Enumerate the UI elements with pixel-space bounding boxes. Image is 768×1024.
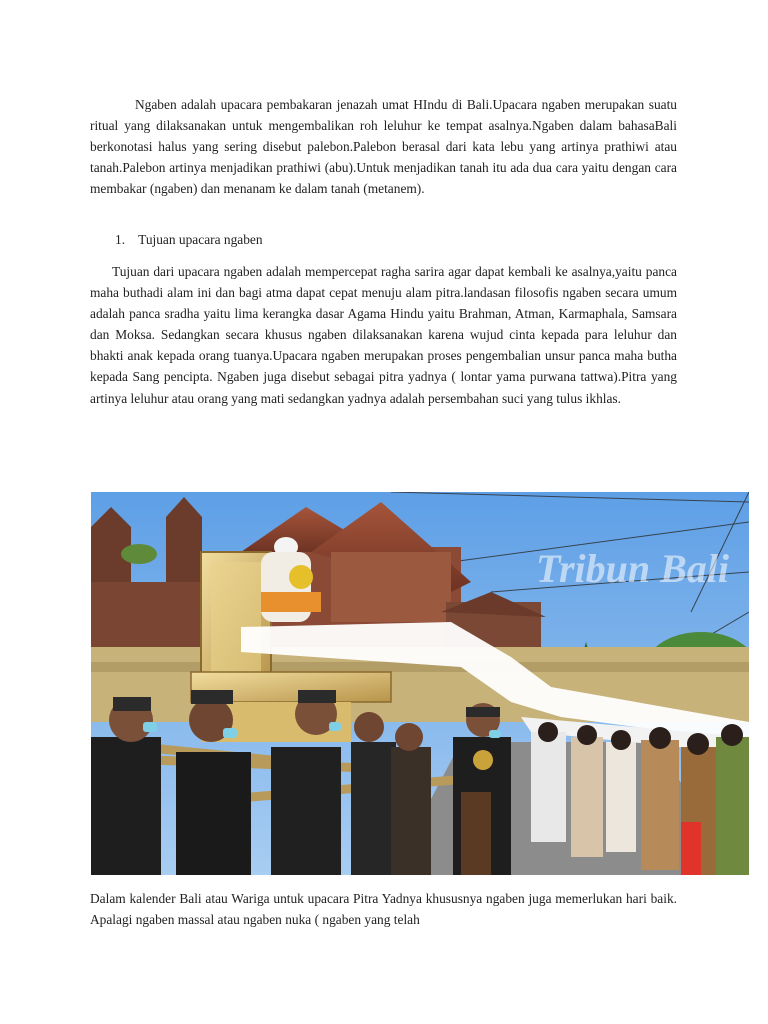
section-heading: [115, 229, 263, 250]
photo-watermark: Tribun Bali: [536, 546, 730, 591]
ngaben-ceremony-photo: [91, 492, 749, 875]
heading-text: Tujuan upacara ngaben: [138, 232, 263, 247]
paragraph-intro: Ngaben adalah upacara pembakaran jenazah umat HIndu di Bali.Upacara ngaben merupakan suatu ritual yang dilaksanakan untuk mengembalikan roh leluhur ke tempat asalnya.Ngaben dalam bahasaBali berkonotasi halus yang sering disebut palebon.Palebon berasal dari kata lebu yang artinya prathiwi atau tanah.Palebon artinya menjadikan prathiwi (abu).Untuk menjadikan tanah itu ada dua cara yaitu dengan cara membakar (ngaben) dan menanam ke dalam tanah (metanem).: [90, 97, 677, 197]
heading-number: 1.: [115, 232, 126, 247]
paragraph-purpose: Tujuan dari upacara ngaben adalah mempercepat ragha sarira agar dapat kembali ke asalnya,yaitu panca maha buthadi alam ini dan bagi atma dapat cepat menuju alam pitra.landasan filosofis ngaben secara umum adalah panca sradha yaitu lima kerangka dasar Agama Hindu yaitu Brahman, Atman, Karmaphala, Samsara dan Moksa. Sedangkan secara khusus ngaben dilaksanakan karena wujud cinta kepada para leluhur dan bhakti anak kepada orang tuanya.Upacara ngaben merupakan proses pengembalian unsur panca maha butha kepada Sang pencipta. Ngaben juga disebut sebagai pitra yadnya ( lontar yama purwana tattwa).Pitra yang artinya leluhur atau orang yang mati sedangkan yadnya adalah persembahan suci yang tulus ikhlas.: [90, 264, 677, 406]
paragraph-calendar: Dalam kalender Bali atau Wariga untuk upacara Pitra Yadnya khususnya ngaben juga memerlukan hari baik. Apalagi ngaben massal atau ngaben nuka ( ngaben yang telah: [90, 891, 677, 928]
